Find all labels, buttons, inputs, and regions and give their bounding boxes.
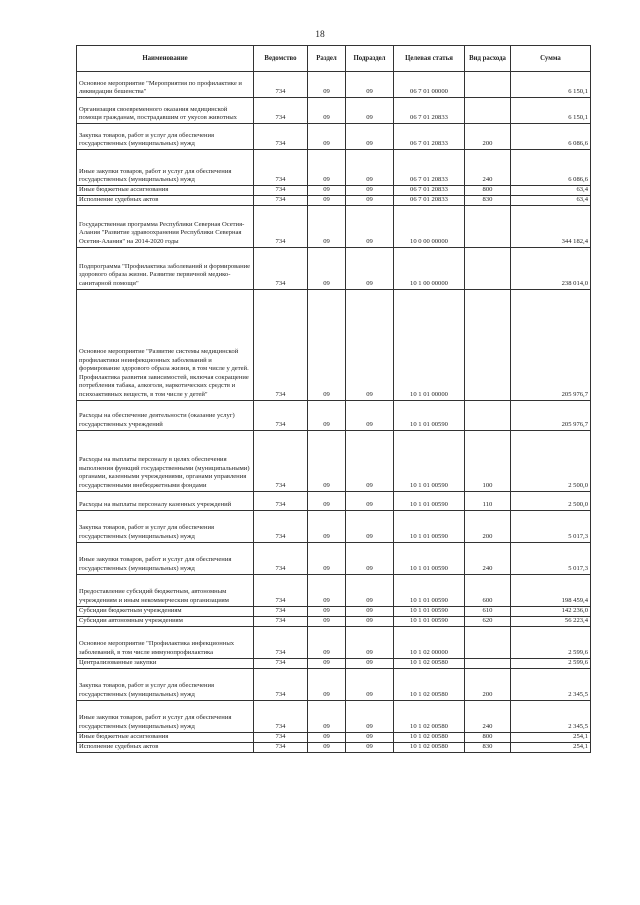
row-vid-rashoda: 830 xyxy=(465,742,511,752)
row-summa: 2 500,0 xyxy=(511,491,591,510)
row-vedomstvo: 734 xyxy=(254,98,308,124)
row-summa: 205 976,7 xyxy=(511,400,591,430)
row-celevaya-statya: 06 7 01 20833 xyxy=(394,98,465,124)
row-razdel: 09 xyxy=(308,626,346,658)
table-row xyxy=(77,510,591,542)
row-vedomstvo: 734 xyxy=(254,72,308,98)
row-razdel: 09 xyxy=(308,205,346,247)
row-razdel: 09 xyxy=(308,574,346,606)
row-vid-rashoda xyxy=(465,205,511,247)
row-vid-rashoda: 240 xyxy=(465,150,511,186)
row-name: Основное мероприятие "Развитие системы медицинской профилактики неинфекционных заболеваний и формирование здорового образа жизни, в том числе у детей. Профилактика развития зависимостей, включая сокращение потребления табака, алкоголя, наркотических средств и психоактивных веществ, в том числе у детей" xyxy=(77,289,254,400)
table-row xyxy=(77,732,591,742)
row-name: Иные бюджетные ассигнования xyxy=(77,732,254,742)
row-summa: 2 345,5 xyxy=(511,668,591,700)
table-row xyxy=(77,542,591,574)
row-name: Организация своевременного оказания медицинской помощи гражданам, пострадавшим от укусов животных xyxy=(77,98,254,124)
row-vid-rashoda: 200 xyxy=(465,668,511,700)
row-razdel: 09 xyxy=(308,668,346,700)
row-razdel: 09 xyxy=(308,742,346,752)
row-razdel: 09 xyxy=(308,150,346,186)
table-row xyxy=(77,150,591,186)
row-vedomstvo: 734 xyxy=(254,400,308,430)
table-row xyxy=(77,98,591,124)
row-summa: 6 150,1 xyxy=(511,98,591,124)
row-vedomstvo: 734 xyxy=(254,742,308,752)
row-celevaya-statya: 10 1 02 00580 xyxy=(394,658,465,668)
row-celevaya-statya: 06 7 01 20833 xyxy=(394,186,465,196)
row-vedomstvo: 734 xyxy=(254,510,308,542)
row-summa: 2 599,6 xyxy=(511,626,591,658)
header-vid-rashoda: Вид расхода xyxy=(465,46,511,72)
table-row xyxy=(77,186,591,196)
row-name: Расходы на обеспечение деятельности (оказание услуг) государственных учреждений xyxy=(77,400,254,430)
row-vedomstvo: 734 xyxy=(254,124,308,150)
row-celevaya-statya: 06 7 01 20833 xyxy=(394,150,465,186)
page-number: 18 xyxy=(315,30,325,40)
table-row xyxy=(77,289,591,400)
row-vid-rashoda: 240 xyxy=(465,542,511,574)
row-name: Субсидии автономным учреждениям xyxy=(77,616,254,626)
table-row xyxy=(77,606,591,616)
row-celevaya-statya: 10 1 02 00580 xyxy=(394,732,465,742)
table-row xyxy=(77,700,591,732)
row-razdel: 09 xyxy=(308,658,346,668)
row-vedomstvo: 734 xyxy=(254,616,308,626)
table-row xyxy=(77,668,591,700)
row-podrazdel: 09 xyxy=(346,616,394,626)
row-razdel: 09 xyxy=(308,700,346,732)
row-razdel: 09 xyxy=(308,289,346,400)
table-row xyxy=(77,124,591,150)
header-celevaya-statya: Целевая статья xyxy=(394,46,465,72)
table-row xyxy=(77,491,591,510)
table-row xyxy=(77,247,591,289)
table-row xyxy=(77,574,591,606)
table-row xyxy=(77,430,591,491)
row-podrazdel: 09 xyxy=(346,72,394,98)
table-row xyxy=(77,72,591,98)
header-summa: Сумма xyxy=(511,46,591,72)
table-row xyxy=(77,400,591,430)
row-summa: 238 014,0 xyxy=(511,247,591,289)
row-vid-rashoda: 800 xyxy=(465,732,511,742)
row-celevaya-statya: 10 1 02 00000 xyxy=(394,626,465,658)
row-vedomstvo: 734 xyxy=(254,732,308,742)
row-name: Иные закупки товаров, работ и услуг для обеспечения государственных (муниципальных) нужд xyxy=(77,542,254,574)
row-podrazdel: 09 xyxy=(346,124,394,150)
row-celevaya-statya: 10 0 00 00000 xyxy=(394,205,465,247)
row-razdel: 09 xyxy=(308,510,346,542)
row-summa: 63,4 xyxy=(511,195,591,205)
row-razdel: 09 xyxy=(308,616,346,626)
row-vedomstvo: 734 xyxy=(254,626,308,658)
row-podrazdel: 09 xyxy=(346,491,394,510)
row-celevaya-statya: 06 7 01 20833 xyxy=(394,124,465,150)
row-name: Основное мероприятие "Профилактика инфекционных заболеваний, в том числе иммунопрофилактика xyxy=(77,626,254,658)
row-vedomstvo: 734 xyxy=(254,700,308,732)
table-row xyxy=(77,616,591,626)
row-vid-rashoda: 240 xyxy=(465,700,511,732)
row-name: Расходы на выплаты персоналу казенных учреждений xyxy=(77,491,254,510)
row-podrazdel: 09 xyxy=(346,606,394,616)
row-vid-rashoda xyxy=(465,72,511,98)
row-celevaya-statya: 10 1 01 00590 xyxy=(394,491,465,510)
row-podrazdel: 09 xyxy=(346,195,394,205)
row-celevaya-statya: 10 1 02 00580 xyxy=(394,668,465,700)
row-celevaya-statya: 10 1 01 00590 xyxy=(394,400,465,430)
row-razdel: 09 xyxy=(308,732,346,742)
row-summa: 63,4 xyxy=(511,186,591,196)
row-celevaya-statya: 10 1 01 00590 xyxy=(394,606,465,616)
row-name: Подпрограмма "Профилактика заболеваний и формирование здорового образа жизни. Развитие первичной медико-санитарной помощи" xyxy=(77,247,254,289)
table-row xyxy=(77,742,591,752)
row-podrazdel: 09 xyxy=(346,289,394,400)
row-name: Расходы на выплаты персоналу в целях обеспечения выполнения функций государственными (муниципальными) органами, казенными учреждениями, органами управления государственными внебюджетными фондами xyxy=(77,430,254,491)
row-vid-rashoda: 110 xyxy=(465,491,511,510)
row-name: Исполнение судебных актов xyxy=(77,195,254,205)
row-razdel: 09 xyxy=(308,491,346,510)
table-row xyxy=(77,626,591,658)
row-name: Исполнение судебных актов xyxy=(77,742,254,752)
row-celevaya-statya: 10 1 01 00590 xyxy=(394,542,465,574)
row-vedomstvo: 734 xyxy=(254,289,308,400)
header-razdel: Раздел xyxy=(308,46,346,72)
row-vid-rashoda: 800 xyxy=(465,186,511,196)
row-celevaya-statya: 06 7 01 20833 xyxy=(394,195,465,205)
row-vedomstvo: 734 xyxy=(254,205,308,247)
row-vid-rashoda xyxy=(465,247,511,289)
row-celevaya-statya: 10 1 01 00590 xyxy=(394,430,465,491)
row-summa: 198 459,4 xyxy=(511,574,591,606)
row-celevaya-statya: 10 1 00 00000 xyxy=(394,247,465,289)
row-vid-rashoda: 620 xyxy=(465,616,511,626)
row-podrazdel: 09 xyxy=(346,542,394,574)
row-vedomstvo: 734 xyxy=(254,542,308,574)
row-podrazdel: 09 xyxy=(346,430,394,491)
row-name: Закупка товаров, работ и услуг для обеспечения государственных (муниципальных) нужд xyxy=(77,124,254,150)
row-vid-rashoda xyxy=(465,658,511,668)
row-name: Иные бюджетные ассигнования xyxy=(77,186,254,196)
row-summa: 2 345,5 xyxy=(511,700,591,732)
row-summa: 5 017,3 xyxy=(511,542,591,574)
row-vedomstvo: 734 xyxy=(254,150,308,186)
row-summa: 205 976,7 xyxy=(511,289,591,400)
row-name: Иные закупки товаров, работ и услуг для обеспечения государственных (муниципальных) нужд xyxy=(77,700,254,732)
row-name: Государственная программа Республики Северная Осетия-Алания "Развитие здравоохранения Республики Северная Осетия-Алания" на 2014-2020 годы xyxy=(77,205,254,247)
row-vedomstvo: 734 xyxy=(254,606,308,616)
row-vedomstvo: 734 xyxy=(254,186,308,196)
row-vid-rashoda: 830 xyxy=(465,195,511,205)
row-razdel: 09 xyxy=(308,430,346,491)
row-podrazdel: 09 xyxy=(346,510,394,542)
row-name: Субсидии бюджетным учреждениям xyxy=(77,606,254,616)
row-name: Предоставление субсидий бюджетным, автономным учреждениям и иным некоммерческим организациям xyxy=(77,574,254,606)
row-razdel: 09 xyxy=(308,542,346,574)
row-razdel: 09 xyxy=(308,124,346,150)
row-vid-rashoda xyxy=(465,626,511,658)
row-celevaya-statya: 10 1 02 00580 xyxy=(394,742,465,752)
row-podrazdel: 09 xyxy=(346,186,394,196)
row-vid-rashoda: 600 xyxy=(465,574,511,606)
row-razdel: 09 xyxy=(308,72,346,98)
row-vedomstvo: 734 xyxy=(254,430,308,491)
row-celevaya-statya: 10 1 01 00590 xyxy=(394,510,465,542)
row-name: Централизованные закупки xyxy=(77,658,254,668)
row-podrazdel: 09 xyxy=(346,700,394,732)
row-podrazdel: 09 xyxy=(346,205,394,247)
row-vedomstvo: 734 xyxy=(254,668,308,700)
row-summa: 254,1 xyxy=(511,742,591,752)
header-vedomstvo: Ведомство xyxy=(254,46,308,72)
row-podrazdel: 09 xyxy=(346,626,394,658)
row-name: Основное мероприятие "Мероприятия по профилактике и ликвидации бешенства" xyxy=(77,72,254,98)
row-summa: 2 500,0 xyxy=(511,430,591,491)
row-celevaya-statya: 10 1 02 00580 xyxy=(394,700,465,732)
row-podrazdel: 09 xyxy=(346,574,394,606)
row-celevaya-statya: 10 1 01 00590 xyxy=(394,574,465,606)
row-summa: 56 223,4 xyxy=(511,616,591,626)
row-vid-rashoda xyxy=(465,400,511,430)
row-summa: 254,1 xyxy=(511,732,591,742)
row-razdel: 09 xyxy=(308,606,346,616)
row-name: Закупка товаров, работ и услуг для обеспечения государственных (муниципальных) нужд xyxy=(77,668,254,700)
row-summa: 6 150,1 xyxy=(511,72,591,98)
row-summa: 6 086,6 xyxy=(511,124,591,150)
row-summa: 142 236,0 xyxy=(511,606,591,616)
row-vid-rashoda xyxy=(465,289,511,400)
header-name: Наименование xyxy=(77,46,254,72)
header-podrazdel: Подраздел xyxy=(346,46,394,72)
table-header-row xyxy=(77,46,591,72)
row-podrazdel: 09 xyxy=(346,150,394,186)
row-podrazdel: 09 xyxy=(346,400,394,430)
row-vedomstvo: 734 xyxy=(254,195,308,205)
table-row xyxy=(77,658,591,668)
row-podrazdel: 09 xyxy=(346,98,394,124)
row-summa: 344 182,4 xyxy=(511,205,591,247)
row-podrazdel: 09 xyxy=(346,658,394,668)
row-podrazdel: 09 xyxy=(346,732,394,742)
row-vid-rashoda xyxy=(465,98,511,124)
row-vid-rashoda: 610 xyxy=(465,606,511,616)
table-row xyxy=(77,195,591,205)
row-name: Закупка товаров, работ и услуг для обеспечения государственных (муниципальных) нужд xyxy=(77,510,254,542)
row-vid-rashoda: 100 xyxy=(465,430,511,491)
budget-table xyxy=(76,45,591,753)
row-vedomstvo: 734 xyxy=(254,491,308,510)
row-celevaya-statya: 06 7 01 00000 xyxy=(394,72,465,98)
row-summa: 6 086,6 xyxy=(511,150,591,186)
row-vedomstvo: 734 xyxy=(254,247,308,289)
row-razdel: 09 xyxy=(308,186,346,196)
row-vid-rashoda: 200 xyxy=(465,510,511,542)
row-celevaya-statya: 10 1 01 00590 xyxy=(394,616,465,626)
table-row xyxy=(77,205,591,247)
row-podrazdel: 09 xyxy=(346,668,394,700)
row-celevaya-statya: 10 1 01 00000 xyxy=(394,289,465,400)
row-podrazdel: 09 xyxy=(346,247,394,289)
row-razdel: 09 xyxy=(308,247,346,289)
row-podrazdel: 09 xyxy=(346,742,394,752)
row-vedomstvo: 734 xyxy=(254,574,308,606)
row-razdel: 09 xyxy=(308,400,346,430)
row-razdel: 09 xyxy=(308,98,346,124)
row-razdel: 09 xyxy=(308,195,346,205)
row-name: Иные закупки товаров, работ и услуг для обеспечения государственных (муниципальных) нужд xyxy=(77,150,254,186)
row-vedomstvo: 734 xyxy=(254,658,308,668)
row-summa: 5 017,3 xyxy=(511,510,591,542)
row-summa: 2 599,6 xyxy=(511,658,591,668)
row-vid-rashoda: 200 xyxy=(465,124,511,150)
